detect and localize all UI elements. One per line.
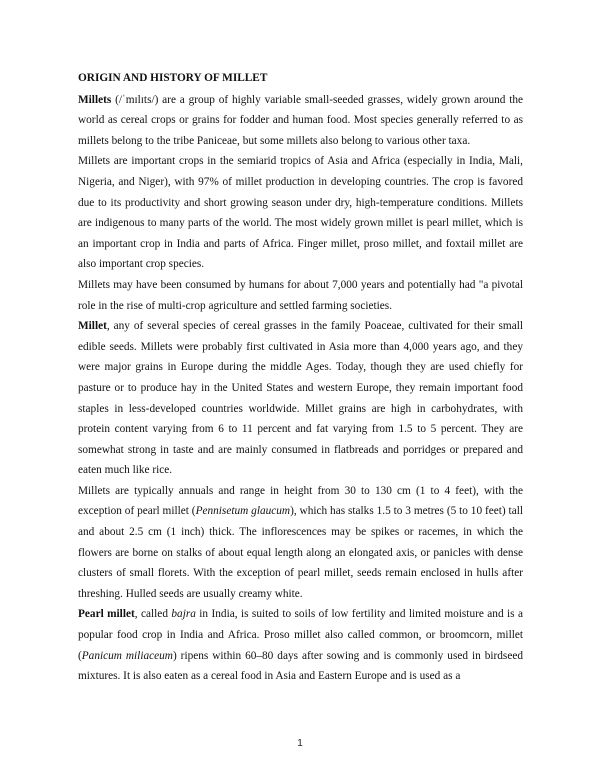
page-title: ORIGIN AND HISTORY OF MILLET — [78, 72, 268, 84]
document-body — [78, 68, 523, 687]
paragraph-plant-description — [78, 481, 523, 605]
paragraph-millet-species — [78, 316, 523, 481]
paragraph-text: Millets are important crops in the semiarid tropics of Asia and Africa (especially in India, Mali, Nigeria, and Niger), with 97% of millet production in developing countries. The crop is favored due to its productivity and short growing season under dry, high-temperature conditions. Millets are indigenous to many parts of the world. The most widely grown millet is pearl millet, which is an important crop in India and parts of Africa. Finger millet, proso millet, and foxtail millet are also important crop species. — [78, 155, 523, 271]
paragraph-text: Millets may have been consumed by humans for about 7,000 years and potentially had "a pivotal role in the rise of multi-crop agriculture and settled farming societies. — [78, 278, 523, 312]
term-pearl-millet: Pearl millet — [78, 608, 135, 621]
paragraph-pearl-millet — [78, 604, 523, 686]
scientific-name-panicum: Panicum miliaceum — [81, 649, 173, 662]
paragraph-millets-definition — [78, 90, 523, 152]
term-millets: Millets — [78, 93, 112, 106]
paragraph-text: (/ˈmɪlɪts/) are a group of highly variable small-seeded grasses, widely grown around the world as cereal crops or grains for fodder and human food. Most species generally referred to as millets belong to the tribe Paniceae, but some millets also belong to various other taxa. — [78, 93, 523, 147]
paragraph-important-crops — [78, 151, 523, 275]
paragraph-text: ) ripens within 60–80 days after sowing and is commonly used in birdseed mixtures. It is also eaten as a cereal food in Asia and Eastern Europe and is used as a — [78, 649, 523, 683]
term-millet: Millet — [78, 320, 107, 333]
paragraph-text: in India, is suited to soils of low fertility and limited moisture and is a popular food crop in India and Africa. Proso millet also called common, or broomcorn, millet ( — [78, 608, 523, 662]
paragraph-text: ), which has stalks 1.5 to 3 metres (5 to 10 feet) tall and about 2.5 cm (1 inch) thick. The inflorescences may be spikes or racemes, in which the flowers are borne on stalks of about equal length along an elongated axis, or panicles with dense clusters of small florets. With the exception of pearl millet, seeds remain enclosed in hulls after threshing. Hulled seeds are usually creamy white. — [78, 505, 523, 600]
paragraph-text: , any of several species of cereal grasses in the family Poaceae, cultivated for their small edible seeds. Millets were probably first cultivated in Asia more than 4,000 years ago, and they were major grains in Europe during the middle Ages. Today, though they are used chiefly for pasture or to produce hay in the United States and western Europe, they remain important food staples in less-developed countries worldwide. Millet grains are high in carbohydrates, with protein content varying from 6 to 11 percent and fat varying from 1.5 to 5 percent. They are somewhat strong in taste and are mainly consumed in flatbreads and porridges or prepared and eaten much like rice. — [78, 320, 523, 477]
paragraph-text: , called — [134, 608, 172, 621]
paragraph-consumption-history — [78, 275, 523, 316]
paragraph-text: Millets are typically annuals and range in height from 30 to 130 cm (1 to 4 feet), with the exception of pearl millet ( — [78, 484, 523, 518]
page-number: 1 — [297, 738, 303, 749]
scientific-name-pennisetum: Pennisetum glaucum — [195, 505, 291, 518]
term-bajra: bajra — [171, 608, 196, 621]
